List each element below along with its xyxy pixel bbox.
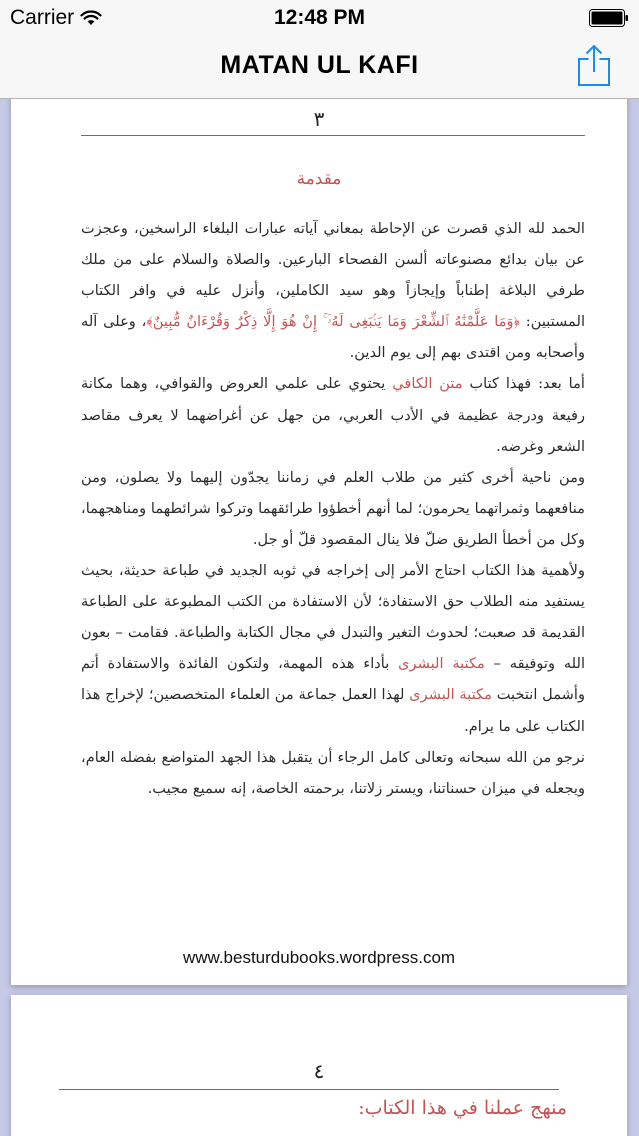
text-run: لهذا العمل جماعة من العلماء المتخصصين؛ لإخراج هذا الكتاب على ما يرام. (81, 686, 585, 735)
text-run: نرجو من الله سبحانه وتعالى كامل الرجاء أن يتقبل هذا الجهد المتواضع بفضله العام، ويجعله في ميزان حسناتنا، ويستر زلاتنا، برحمته الخاصة، إنه سميع مجيب. (81, 748, 585, 797)
paragraph (81, 462, 585, 555)
text-run: ، وعلى آله وأصحابه ومن اقتدى بهم إلى يوم الدين. (81, 313, 585, 362)
highlighted-text: مكتبة البشرى (409, 686, 492, 704)
battery-icon (589, 9, 629, 27)
pdf-viewer[interactable] (0, 99, 639, 1136)
paragraph (81, 742, 585, 804)
text-run: ومن ناحية أخرى كثير من طلاب العلم في زماننا يجدّون إليهما ولا يصلون، ومن منافعهما وثمراتهما يحرمون؛ لما أنهم أخطؤوا طرائقهما وتركوا شرائطهما ومناهجهما، وكل من أخطأ الطريق ضلّ فلا ينال المقصود قلّ أو جل. (81, 468, 585, 548)
header-rule (59, 1089, 559, 1090)
paragraph (81, 555, 585, 742)
clock: 12:48 PM (273, 6, 366, 29)
body-text (81, 213, 585, 804)
navigation-bar (0, 40, 639, 99)
section-heading: مقدمة (296, 169, 342, 189)
highlighted-text: مكتبة البشرى (398, 655, 485, 673)
text-run: الحمد لله الذي قصرت عن الإحاطة بمعاني آياته عبارات البلغاء الراسخين، وعجزت عن بيان بدائع مصنوعاته ألسن الفصحاء البارعين. والصلاة والسلام على من ملك طرفي البلاغة إطناباً وإيجازاً وهو سيد الكاملين، وأنزل عليه في وافر الكتاب المستبين: (81, 220, 585, 331)
highlighted-text: ﴿وَمَا عَلَّمْنَٰهُ ٱلشِّعْرَ وَمَا يَنۢبَغِى لَهُۥٓ ۚ إِنْ هُوَ إِلَّا ذِكْرٌ وَقُرْءَانٌ مُّبِينٌ﴾ (146, 313, 521, 331)
carrier-label: Carrier (10, 6, 75, 29)
text-run: يحتوي على علمي العروض والقوافي، وهما مكانة رفيعة ودرجة عظيمة في الأدب العربي، من جهل عن أغراضهما لا يعرف مقاصد الشعر وغرضه. (81, 375, 585, 455)
page-number: ٣ (313, 107, 325, 131)
nav-title: MATAN UL KAFI (220, 51, 419, 79)
footer-url: www.besturdubooks.wordpress.com (182, 948, 456, 967)
text-run: أما بعد: فهذا كتاب (462, 375, 585, 393)
highlighted-text: متن الكافي (392, 375, 463, 393)
share-icon[interactable] (577, 43, 611, 87)
section-heading: منهج عملنا في هذا الكتاب: (358, 1097, 567, 1119)
text-run: بأداء هذه المهمة، ولتكون الفائدة والاستفادة أتم وأشمل انتخبت (81, 655, 585, 704)
page-number: ٤ (313, 1059, 325, 1083)
document-page (11, 995, 627, 1136)
status-bar (0, 0, 639, 40)
header-rule (81, 135, 585, 136)
paragraph (81, 213, 585, 368)
paragraph (81, 368, 585, 461)
text-run: ولأهمية هذا الكتاب احتاج الأمر إلى إخراجه في ثوبه الجديد في طباعة حديثة، بحيث يستفيد منه الطلاب حق الاستفادة؛ لأن الاستفادة من الكتب المطبوعة على الطباعة القديمة قد صعبت؛ لحدوث التغير والتبدل في مجال الكتابة والطباعة. فقامت – بعون الله وتوفيقه – (81, 562, 586, 673)
document-page (11, 99, 627, 985)
